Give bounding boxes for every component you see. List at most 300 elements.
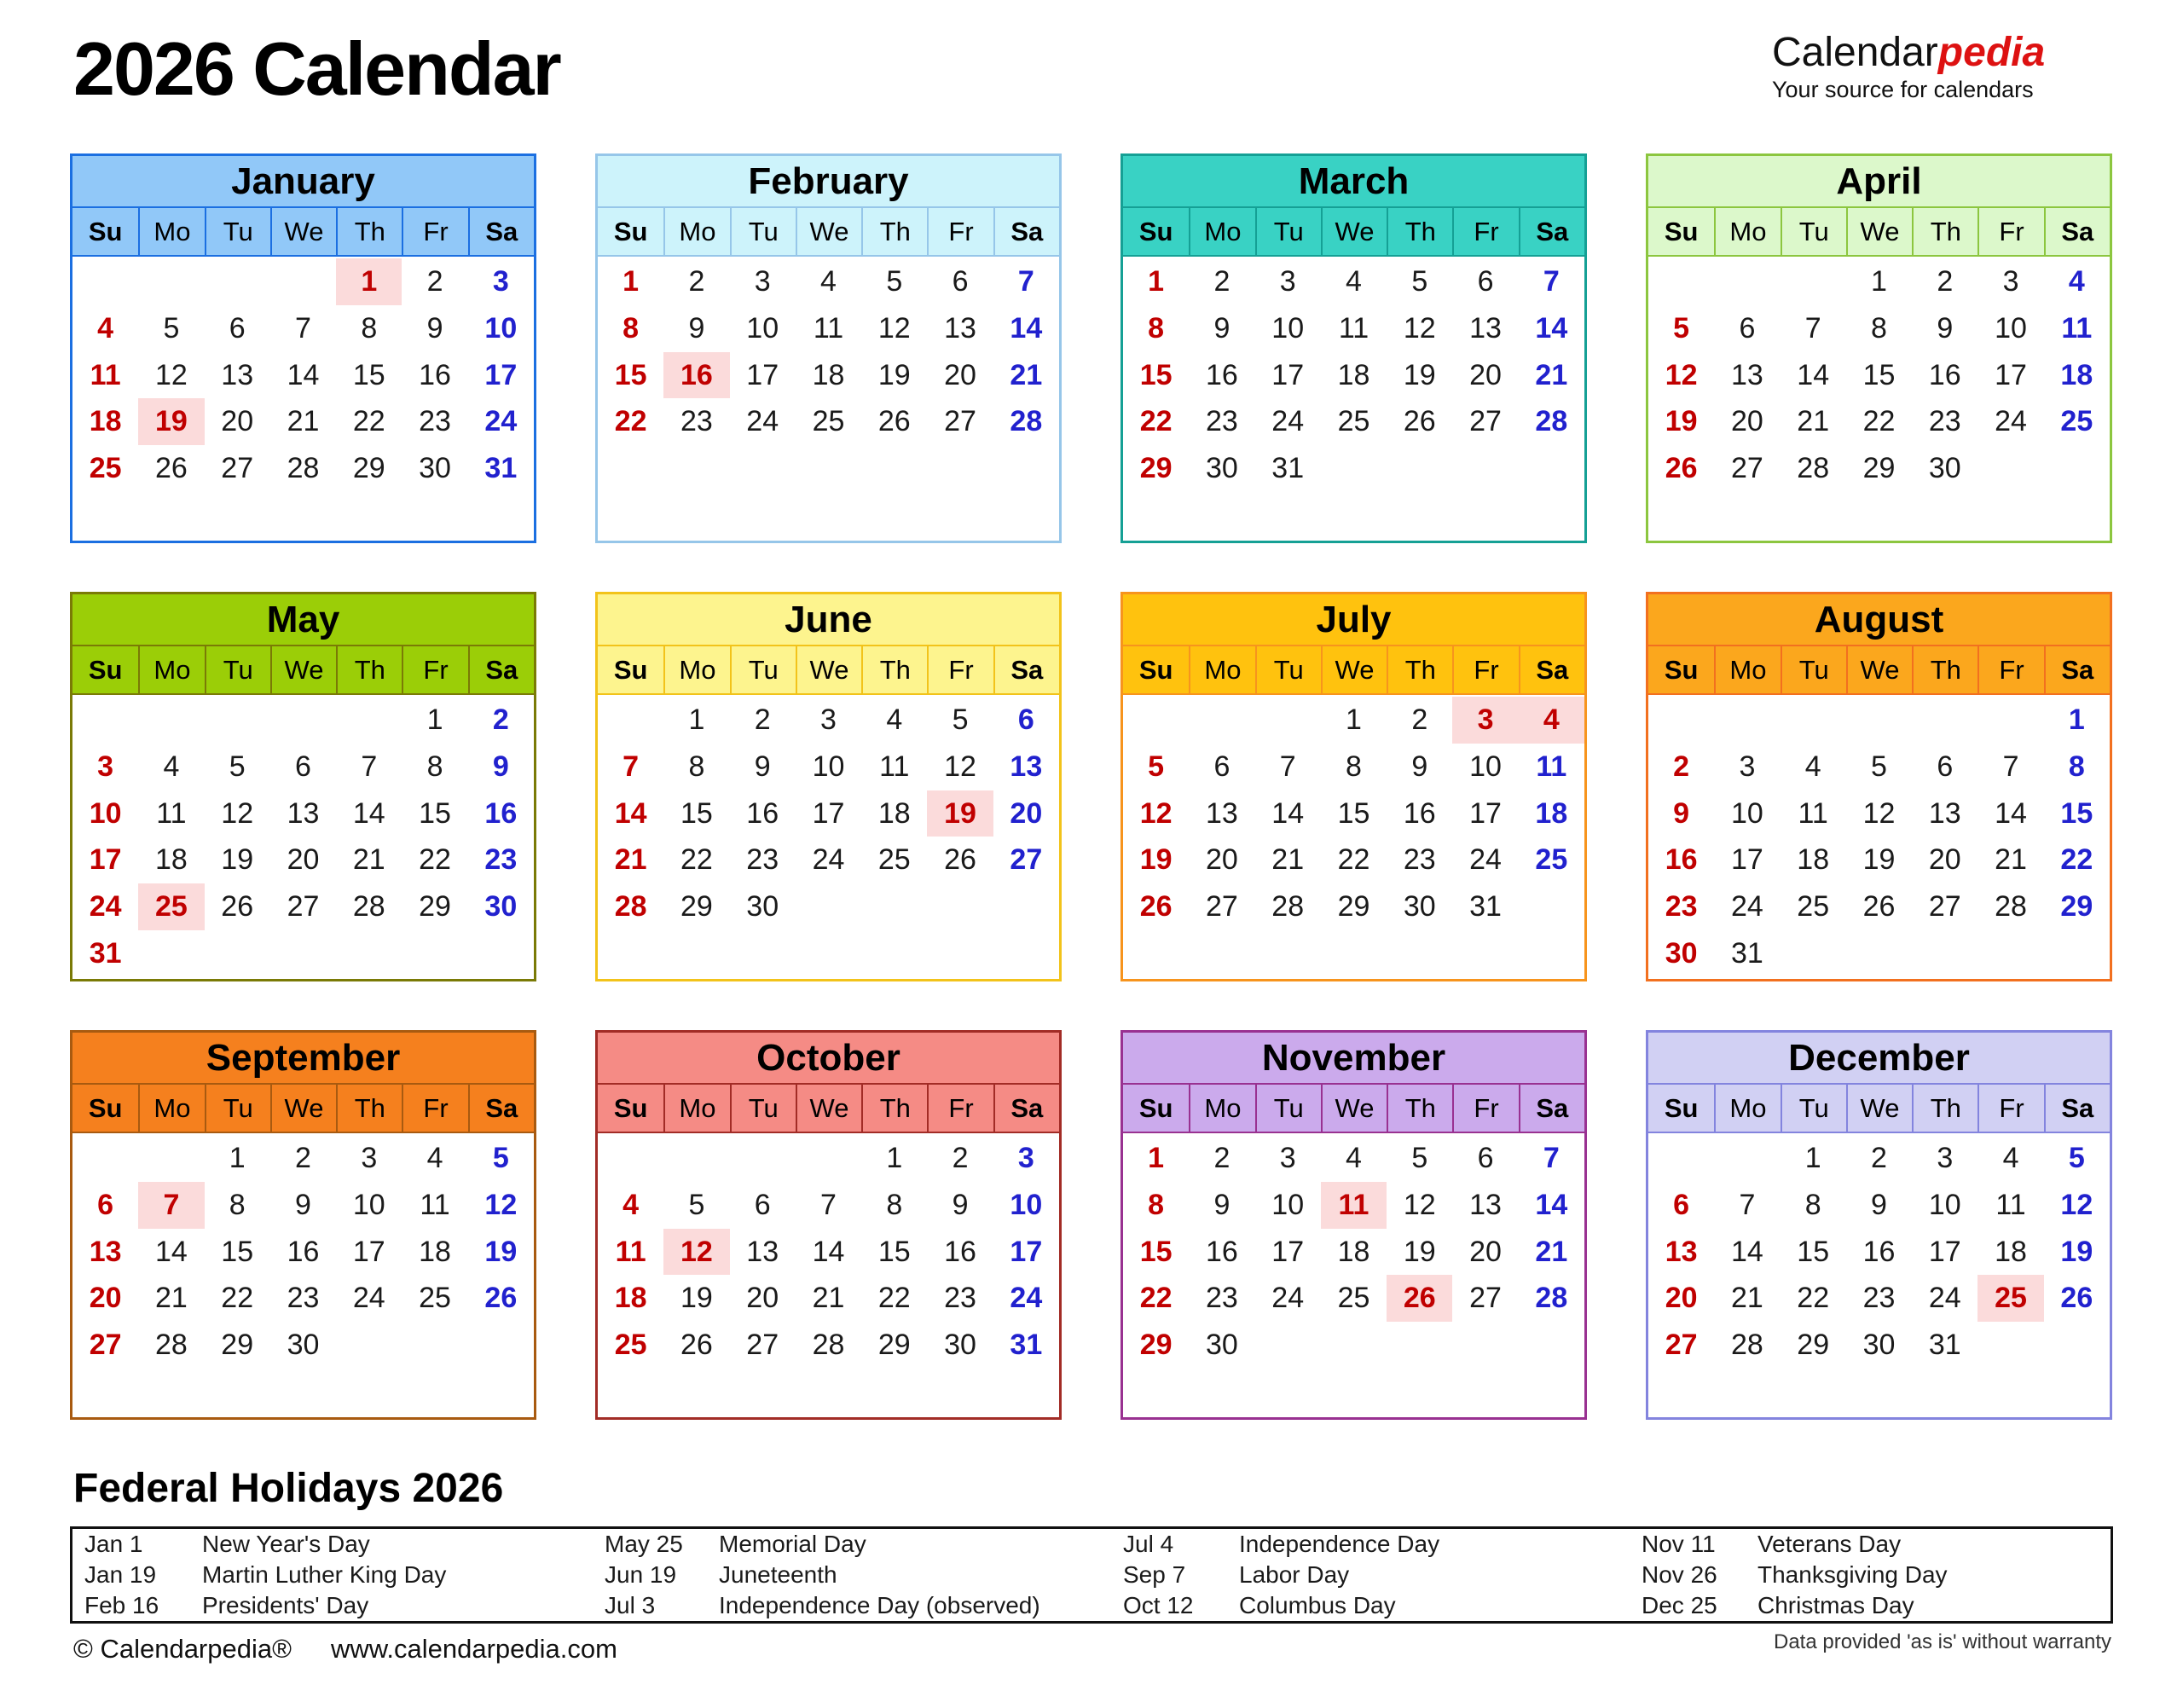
empty-day-cell	[1648, 492, 1714, 539]
day-cell: 18	[1797, 843, 1830, 877]
dow-label: We	[1321, 646, 1387, 693]
day-cell: 25	[1535, 843, 1568, 877]
day-cell: 14	[1995, 796, 2027, 830]
dow-label: Mo	[1189, 646, 1254, 693]
dow-label: Fr	[402, 1085, 467, 1132]
holiday-name: Thanksgiving Day	[1757, 1561, 1948, 1588]
day-cell: 16	[287, 1235, 320, 1268]
empty-day-cell	[663, 492, 729, 539]
day-cell: 29	[352, 452, 385, 485]
day-cell: 2	[1213, 1141, 1230, 1174]
day-cell: 26	[484, 1282, 518, 1315]
empty-day-cell	[1452, 1322, 1518, 1369]
day-cell: 28	[1535, 405, 1568, 438]
dow-label: Fr	[1977, 208, 2043, 255]
day-cell: 2	[688, 264, 705, 298]
day-cell: 7	[1279, 750, 1296, 783]
day-cell: 11	[156, 796, 187, 830]
empty-day-cell	[1912, 697, 1977, 744]
day-cell: 9	[1213, 311, 1230, 344]
empty-day-cell	[1912, 1369, 1977, 1416]
day-cell: 18	[1337, 358, 1370, 391]
day-cell: 11	[420, 1188, 450, 1221]
day-cell: 2	[1871, 1141, 1887, 1174]
day-cell: 29	[680, 890, 713, 923]
dow-label: Fr	[1452, 208, 1518, 255]
empty-day-cell	[72, 1369, 138, 1416]
day-cell: 10	[1928, 1188, 1961, 1221]
day-cell: 13	[1469, 1188, 1502, 1221]
day-cell: 23	[944, 1282, 976, 1315]
day-cell: 4	[97, 311, 114, 344]
empty-day-cell	[72, 697, 138, 744]
holiday-date: Sep 7	[1123, 1561, 1186, 1588]
dow-label: Mo	[1714, 1085, 1780, 1132]
day-cell: 24	[1731, 890, 1763, 923]
empty-day-cell	[1387, 930, 1452, 977]
empty-day-cell	[138, 1369, 204, 1416]
day-cell: 21	[287, 405, 320, 438]
empty-day-cell	[598, 445, 663, 492]
dow-row	[1648, 1085, 2110, 1133]
empty-day-cell	[138, 258, 204, 305]
day-cell: 6	[1739, 311, 1756, 344]
day-cell: 12	[1403, 1188, 1436, 1221]
day-cell: 19	[877, 358, 911, 391]
day-cell: 22	[680, 843, 713, 877]
day-cell: 1	[886, 1141, 903, 1174]
day-cell: 9	[1937, 311, 1954, 344]
day-cell: 26	[221, 890, 254, 923]
month-calendar	[1646, 153, 2112, 543]
empty-day-cell	[1452, 492, 1518, 539]
day-cell: 15	[2060, 796, 2093, 830]
empty-day-cell	[205, 258, 270, 305]
empty-day-cell	[1387, 445, 1452, 492]
day-cell: 17	[1731, 843, 1763, 877]
holiday-name: Columbus Day	[1239, 1592, 1396, 1618]
day-grid	[1648, 695, 2110, 979]
copyright-line	[73, 1634, 617, 1665]
day-cell: 9	[1411, 750, 1428, 783]
holiday-name: Veterans Day	[1757, 1531, 1902, 1557]
day-cell: 16	[1206, 1235, 1238, 1268]
day-grid	[1648, 1133, 2110, 1417]
dow-label: Sa	[1519, 646, 1584, 693]
empty-day-cell	[270, 258, 336, 305]
empty-day-cell	[205, 930, 270, 977]
dow-row	[1648, 646, 2110, 695]
day-cell: 2	[952, 1141, 969, 1174]
day-cell: 6	[295, 750, 311, 783]
day-cell: 21	[812, 1282, 845, 1315]
empty-day-cell	[1123, 1369, 1189, 1416]
day-cell: 21	[1535, 1235, 1568, 1268]
day-cell: 11	[879, 750, 910, 783]
empty-day-cell	[993, 445, 1059, 492]
day-cell: 18	[1535, 796, 1568, 830]
dow-label: Sa	[993, 1085, 1059, 1132]
day-cell: 8	[1148, 1188, 1165, 1221]
logo-part-calendar: Calendar	[1772, 30, 1938, 75]
empty-day-cell	[1714, 258, 1780, 305]
day-cell: 14	[1535, 311, 1568, 344]
empty-day-cell	[1452, 1369, 1518, 1416]
empty-day-cell	[1321, 1369, 1387, 1416]
day-cell: 20	[1731, 405, 1763, 438]
empty-day-cell	[796, 1369, 861, 1416]
day-cell: 1	[688, 703, 705, 736]
empty-day-cell	[1189, 492, 1254, 539]
logo-part-pedia: pedia	[1937, 30, 2046, 75]
empty-day-cell	[927, 492, 993, 539]
day-cell: 13	[287, 796, 320, 830]
day-cell: 17	[1928, 1235, 1961, 1268]
day-cell: 23	[287, 1282, 320, 1315]
month-calendar	[70, 592, 536, 981]
day-cell: 21	[352, 843, 385, 877]
day-cell: 5	[688, 1188, 705, 1221]
day-cell: 27	[1010, 843, 1043, 877]
day-cell: 5	[2068, 1141, 2085, 1174]
holiday-date: Feb 16	[84, 1592, 159, 1618]
day-cell: 21	[1797, 405, 1830, 438]
empty-day-cell	[993, 930, 1059, 977]
day-cell: 14	[812, 1235, 845, 1268]
day-cell: 14	[614, 796, 647, 830]
dow-label: We	[1321, 1085, 1387, 1132]
empty-day-cell	[861, 1369, 927, 1416]
empty-day-cell	[1781, 697, 1846, 744]
day-cell: 25	[1337, 405, 1370, 438]
day-cell: 6	[1477, 1141, 1494, 1174]
empty-day-cell	[1648, 697, 1714, 744]
day-cell: 6	[1673, 1188, 1690, 1221]
month-calendar	[1120, 1030, 1587, 1420]
day-cell: 6	[229, 311, 246, 344]
logo-tagline: Your source for calendars	[1772, 77, 2034, 102]
empty-day-cell	[1846, 697, 1912, 744]
day-cell: 26	[1403, 405, 1436, 438]
day-cell: 29	[1139, 452, 1173, 485]
page-title: 2026 Calendar	[73, 26, 560, 111]
dow-label: Sa	[468, 646, 534, 693]
day-cell: 17	[352, 1235, 385, 1268]
empty-day-cell	[1781, 930, 1846, 977]
month-title: June	[598, 594, 1059, 646]
dow-label: Tu	[1781, 1085, 1846, 1132]
day-cell: 14	[1535, 1188, 1568, 1221]
empty-day-cell	[1648, 1369, 1714, 1416]
empty-day-cell	[270, 492, 336, 539]
day-cell: 27	[746, 1329, 779, 1362]
empty-day-cell	[270, 697, 336, 744]
day-cell: 23	[1862, 1282, 1896, 1315]
dow-row	[1123, 646, 1584, 695]
empty-day-cell	[663, 1369, 729, 1416]
empty-day-cell	[72, 258, 138, 305]
day-cell: 17	[746, 358, 779, 391]
holiday-date: Jul 4	[1123, 1531, 1174, 1557]
empty-day-cell	[1321, 445, 1387, 492]
empty-day-cell	[402, 1322, 467, 1369]
dow-label: Th	[336, 646, 402, 693]
day-cell: 18	[614, 1282, 647, 1315]
day-cell: 7	[1017, 264, 1034, 298]
day-cell: 15	[1862, 358, 1896, 391]
day-cell: 15	[1797, 1235, 1830, 1268]
dow-label: Su	[1138, 216, 1173, 246]
day-cell: 9	[952, 1188, 969, 1221]
day-cell: 22	[221, 1282, 254, 1315]
empty-day-cell	[1714, 492, 1780, 539]
day-cell: 13	[1731, 358, 1763, 391]
dow-label: We	[796, 1085, 861, 1132]
day-grid	[1123, 695, 1584, 979]
day-cell: 11	[615, 1235, 646, 1268]
empty-day-cell	[1519, 1369, 1584, 1416]
day-cell: 4	[163, 750, 180, 783]
day-cell: 7	[295, 311, 311, 344]
day-cell: 14	[1797, 358, 1830, 391]
day-cell: 19	[138, 398, 204, 445]
dow-label: We	[270, 1085, 336, 1132]
day-cell: 29	[1139, 1329, 1173, 1362]
day-cell: 8	[2068, 750, 2085, 783]
empty-day-cell	[205, 492, 270, 539]
day-cell: 4	[1804, 750, 1821, 783]
day-cell: 4	[820, 264, 837, 298]
empty-day-cell	[1519, 1322, 1584, 1369]
empty-day-cell	[1977, 1369, 2043, 1416]
day-grid	[72, 695, 534, 979]
day-cell: 8	[1346, 750, 1362, 783]
day-cell: 20	[1010, 796, 1043, 830]
day-cell: 31	[1469, 890, 1502, 923]
empty-day-cell	[72, 492, 138, 539]
holiday-date: Oct 12	[1123, 1592, 1194, 1618]
day-cell: 1	[229, 1141, 246, 1174]
day-cell: 21	[1995, 843, 2027, 877]
day-cell: 7	[138, 1182, 204, 1229]
empty-day-cell	[1519, 445, 1584, 492]
day-cell: 1	[1871, 264, 1887, 298]
day-cell: 19	[1139, 843, 1173, 877]
day-cell: 5	[1411, 264, 1428, 298]
dow-label: We	[796, 646, 861, 693]
dow-row	[1648, 208, 2110, 257]
day-cell: 16	[663, 352, 729, 399]
empty-day-cell	[663, 445, 729, 492]
month-title: November	[1123, 1033, 1584, 1085]
day-cell: 30	[419, 452, 451, 485]
empty-day-cell	[598, 930, 663, 977]
day-grid	[598, 1133, 1059, 1417]
empty-day-cell	[1321, 492, 1387, 539]
day-cell: 12	[221, 796, 254, 830]
day-cell: 12	[944, 750, 976, 783]
month-calendar	[1120, 592, 1587, 981]
empty-day-cell	[2044, 1369, 2110, 1416]
day-cell: 17	[1271, 1235, 1305, 1268]
federal-holidays-title: Federal Holidays 2026	[73, 1466, 504, 1511]
day-cell: 1	[1148, 264, 1165, 298]
empty-day-cell	[730, 1135, 796, 1182]
day-cell: 5	[886, 264, 903, 298]
empty-day-cell	[1387, 1322, 1452, 1369]
day-cell: 1	[1346, 703, 1362, 736]
day-cell: 27	[944, 405, 976, 438]
empty-day-cell	[1714, 1135, 1780, 1182]
month-title: April	[1648, 156, 2110, 208]
day-cell: 14	[1010, 311, 1043, 344]
day-cell: 26	[2060, 1282, 2093, 1315]
dow-label: Su	[1664, 216, 1699, 246]
month-calendar	[1120, 153, 1587, 543]
copyright-text: © Calendarpedia®	[73, 1634, 292, 1664]
day-cell: 2	[426, 264, 443, 298]
day-cell: 4	[886, 703, 903, 736]
day-cell: 12	[663, 1229, 729, 1276]
day-cell: 19	[1403, 358, 1436, 391]
day-cell: 10	[484, 311, 518, 344]
day-cell: 12	[2060, 1188, 2093, 1221]
day-cell: 24	[1928, 1282, 1961, 1315]
month-calendar	[1646, 592, 2112, 981]
day-cell: 18	[877, 796, 911, 830]
empty-day-cell	[1123, 930, 1189, 977]
day-cell: 9	[1213, 1188, 1230, 1221]
day-cell: 12	[1665, 358, 1698, 391]
dow-label: Mo	[138, 1085, 204, 1132]
day-cell: 19	[1665, 405, 1698, 438]
day-cell: 14	[155, 1235, 188, 1268]
day-cell: 1	[1804, 1141, 1821, 1174]
day-cell: 2	[1411, 703, 1428, 736]
dow-label: Tu	[730, 208, 796, 255]
day-cell: 14	[1271, 796, 1305, 830]
empty-day-cell	[2044, 1322, 2110, 1369]
day-cell: 20	[1469, 1235, 1502, 1268]
day-cell: 16	[419, 358, 451, 391]
dow-label: Th	[336, 208, 402, 255]
day-cell: 28	[1995, 890, 2027, 923]
day-cell: 29	[1862, 452, 1896, 485]
disclaimer-text: Data provided 'as is' without warranty	[1773, 1630, 2111, 1653]
empty-day-cell	[1648, 258, 1714, 305]
dow-label: Tu	[1255, 208, 1321, 255]
day-cell: 13	[1206, 796, 1238, 830]
day-cell: 31	[484, 452, 518, 485]
day-cell: 20	[746, 1282, 779, 1315]
day-cell: 27	[1928, 890, 1961, 923]
day-cell: 17	[1271, 358, 1305, 391]
empty-day-cell	[1387, 1369, 1452, 1416]
empty-day-cell	[1255, 492, 1321, 539]
day-cell: 11	[1995, 1188, 2026, 1221]
day-cell: 25	[614, 1329, 647, 1362]
day-cell: 25	[2060, 405, 2093, 438]
day-cell: 30	[1206, 452, 1238, 485]
holiday-date: Jun 19	[605, 1561, 677, 1588]
day-cell: 30	[944, 1329, 976, 1362]
day-cell: 10	[1469, 750, 1502, 783]
empty-day-cell	[1519, 930, 1584, 977]
dow-label: Fr	[1977, 646, 2043, 693]
day-cell: 2	[1213, 264, 1230, 298]
day-cell: 3	[97, 750, 114, 783]
dow-label: Tu	[730, 646, 796, 693]
day-cell: 16	[1928, 358, 1961, 391]
dow-label: Mo	[663, 208, 729, 255]
empty-day-cell	[138, 930, 204, 977]
day-cell: 26	[1139, 890, 1173, 923]
day-cell: 31	[1271, 452, 1305, 485]
day-cell: 1	[426, 703, 443, 736]
website-link[interactable]: www.calendarpedia.com	[330, 1634, 617, 1664]
dow-label: Mo	[663, 646, 729, 693]
day-cell: 15	[680, 796, 713, 830]
day-cell: 6	[1477, 264, 1494, 298]
day-cell: 22	[1139, 405, 1173, 438]
day-cell: 2	[295, 1141, 311, 1174]
empty-day-cell	[1255, 1322, 1321, 1369]
day-cell: 22	[1337, 843, 1370, 877]
day-cell: 13	[746, 1235, 779, 1268]
day-cell: 19	[927, 790, 993, 837]
dow-label: Tu	[1255, 1085, 1321, 1132]
day-cell: 28	[1271, 890, 1305, 923]
day-cell: 1	[622, 264, 640, 298]
day-cell: 24	[1469, 843, 1502, 877]
day-cell: 10	[1010, 1188, 1043, 1221]
month-title: March	[1123, 156, 1584, 208]
day-cell: 24	[1010, 1282, 1043, 1315]
empty-day-cell	[138, 1135, 204, 1182]
day-cell: 22	[614, 405, 647, 438]
empty-day-cell	[1255, 1369, 1321, 1416]
empty-day-cell	[1321, 1322, 1387, 1369]
dow-label: Th	[336, 1085, 402, 1132]
day-cell: 30	[746, 890, 779, 923]
dow-label: Th	[1387, 208, 1452, 255]
day-cell: 9	[1673, 796, 1690, 830]
empty-day-cell	[468, 1369, 534, 1416]
empty-day-cell	[1977, 445, 2043, 492]
day-cell: 4	[1346, 1141, 1362, 1174]
day-cell: 30	[484, 890, 518, 923]
day-cell: 7	[1543, 1141, 1560, 1174]
month-title: May	[72, 594, 534, 646]
day-cell: 5	[492, 1141, 509, 1174]
empty-day-cell	[2044, 930, 2110, 977]
day-cell: 5	[952, 703, 969, 736]
dow-label: Fr	[402, 208, 467, 255]
day-cell: 31	[89, 937, 122, 970]
empty-day-cell	[796, 883, 861, 930]
holiday-name: Juneteenth	[719, 1561, 837, 1588]
empty-day-cell	[468, 492, 534, 539]
day-cell: 14	[352, 796, 385, 830]
day-cell: 9	[295, 1188, 311, 1221]
dow-label: We	[1846, 208, 1912, 255]
empty-day-cell	[1189, 1369, 1254, 1416]
holiday-name: Presidents' Day	[202, 1592, 369, 1618]
day-cell: 25	[1977, 1275, 2043, 1322]
empty-day-cell	[336, 697, 402, 744]
day-grid	[72, 1133, 534, 1417]
day-cell: 9	[754, 750, 771, 783]
